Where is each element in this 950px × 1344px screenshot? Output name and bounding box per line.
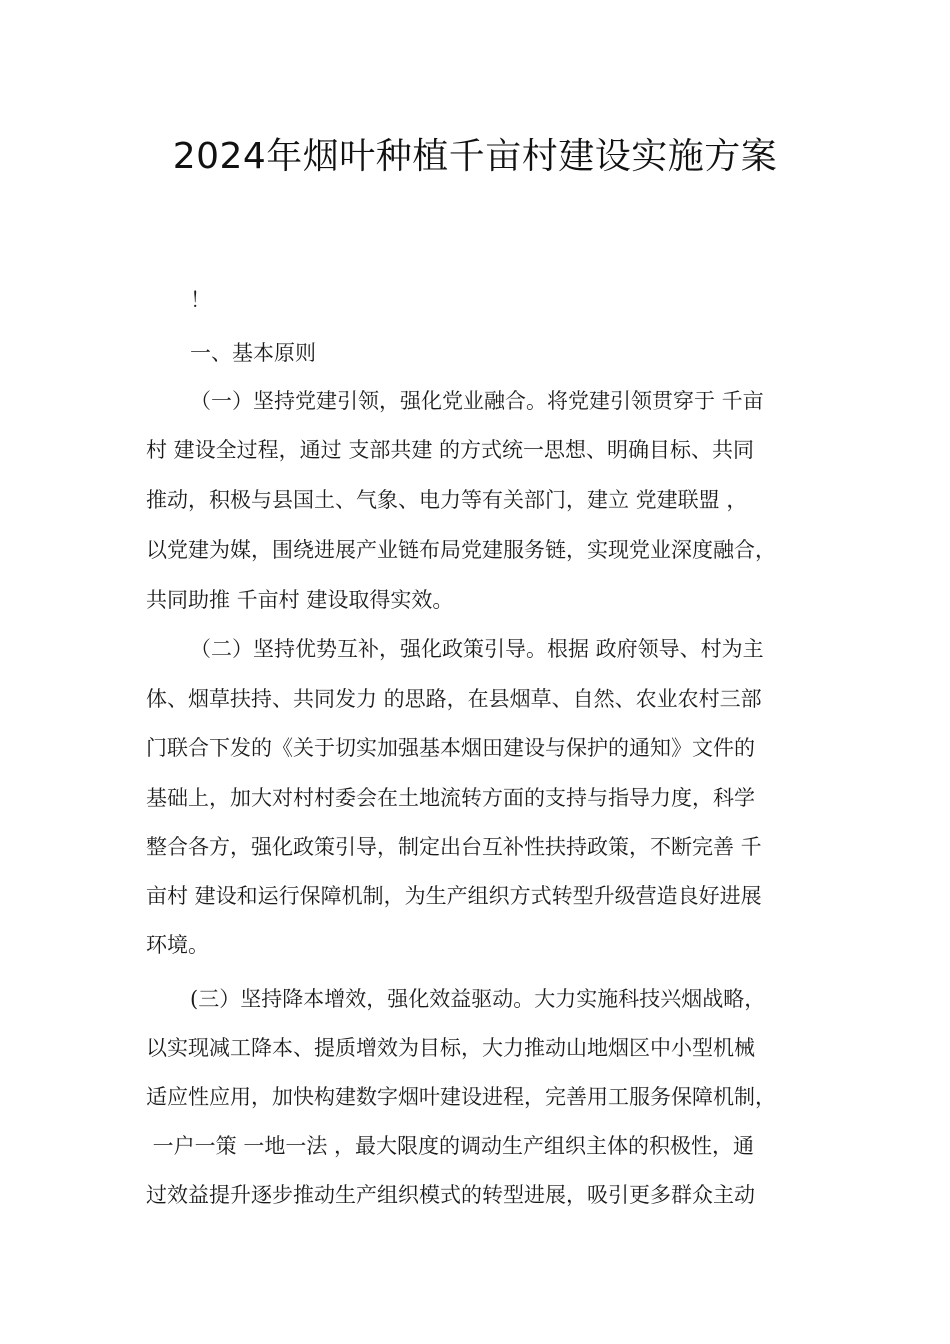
paragraph-line: （二）坚持优势互补，强化政策引导。根据 政府领导、村为主: [190, 637, 764, 661]
text-line: ！: [190, 288, 211, 312]
paragraph-line: 过效益提升逐步推动生产组织模式的转型进展，吸引更多群众主动: [146, 1183, 755, 1207]
paragraph-line: 整合各方，强化政策引导，制定出台互补性扶持政策，不断完善 千: [146, 835, 762, 859]
paragraph-line: 一户一策 一地一法 ，最大限度的调动生产组织主体的积极性，通: [146, 1134, 755, 1158]
paragraph-line: 推动，积极与县国土、气象、电力等有关部门，建立 党建联盟 ，: [146, 488, 748, 512]
paragraph-line: 基础上，加大对村村委会在土地流转方面的支持与指导力度，科学: [146, 786, 755, 810]
section-heading: 一、基本原则: [190, 341, 316, 365]
paragraph-line: (三）坚持降本增效，强化效益驱动。大力实施科技兴烟战略，: [190, 987, 766, 1011]
document-title: 2024年烟叶种植千亩村建设实施方案: [172, 136, 778, 177]
paragraph-line: 亩村 建设和运行保障机制，为生产组织方式转型升级营造良好进展: [146, 884, 762, 908]
paragraph-line: 共同助推 千亩村 建设取得实效。: [146, 588, 454, 612]
paragraph-line: 以党建为媒，围绕进展产业链布局党建服务链，实现党业深度融合，: [146, 538, 776, 562]
paragraph-line: 环境。: [146, 933, 209, 957]
paragraph-line: 门联合下发的《关于切实加强基本烟田建设与保护的通知》文件的: [146, 736, 755, 760]
paragraph-line: （一）坚持党建引领，强化党业融合。将党建引领贯穿于 千亩: [190, 389, 764, 413]
paragraph-line: 体、烟草扶持、共同发力 的思路，在县烟草、自然、农业农村三部: [146, 687, 762, 711]
paragraph-line: 适应性应用，加快构建数字烟叶建设进程，完善用工服务保障机制，: [146, 1085, 776, 1109]
paragraph-line: 村 建设全过程，通过 支部共建 的方式统一思想、明确目标、共同: [146, 438, 755, 462]
paragraph-line: 以实现减工降本、提质增效为目标，大力推动山地烟区中小型机械: [146, 1036, 755, 1060]
